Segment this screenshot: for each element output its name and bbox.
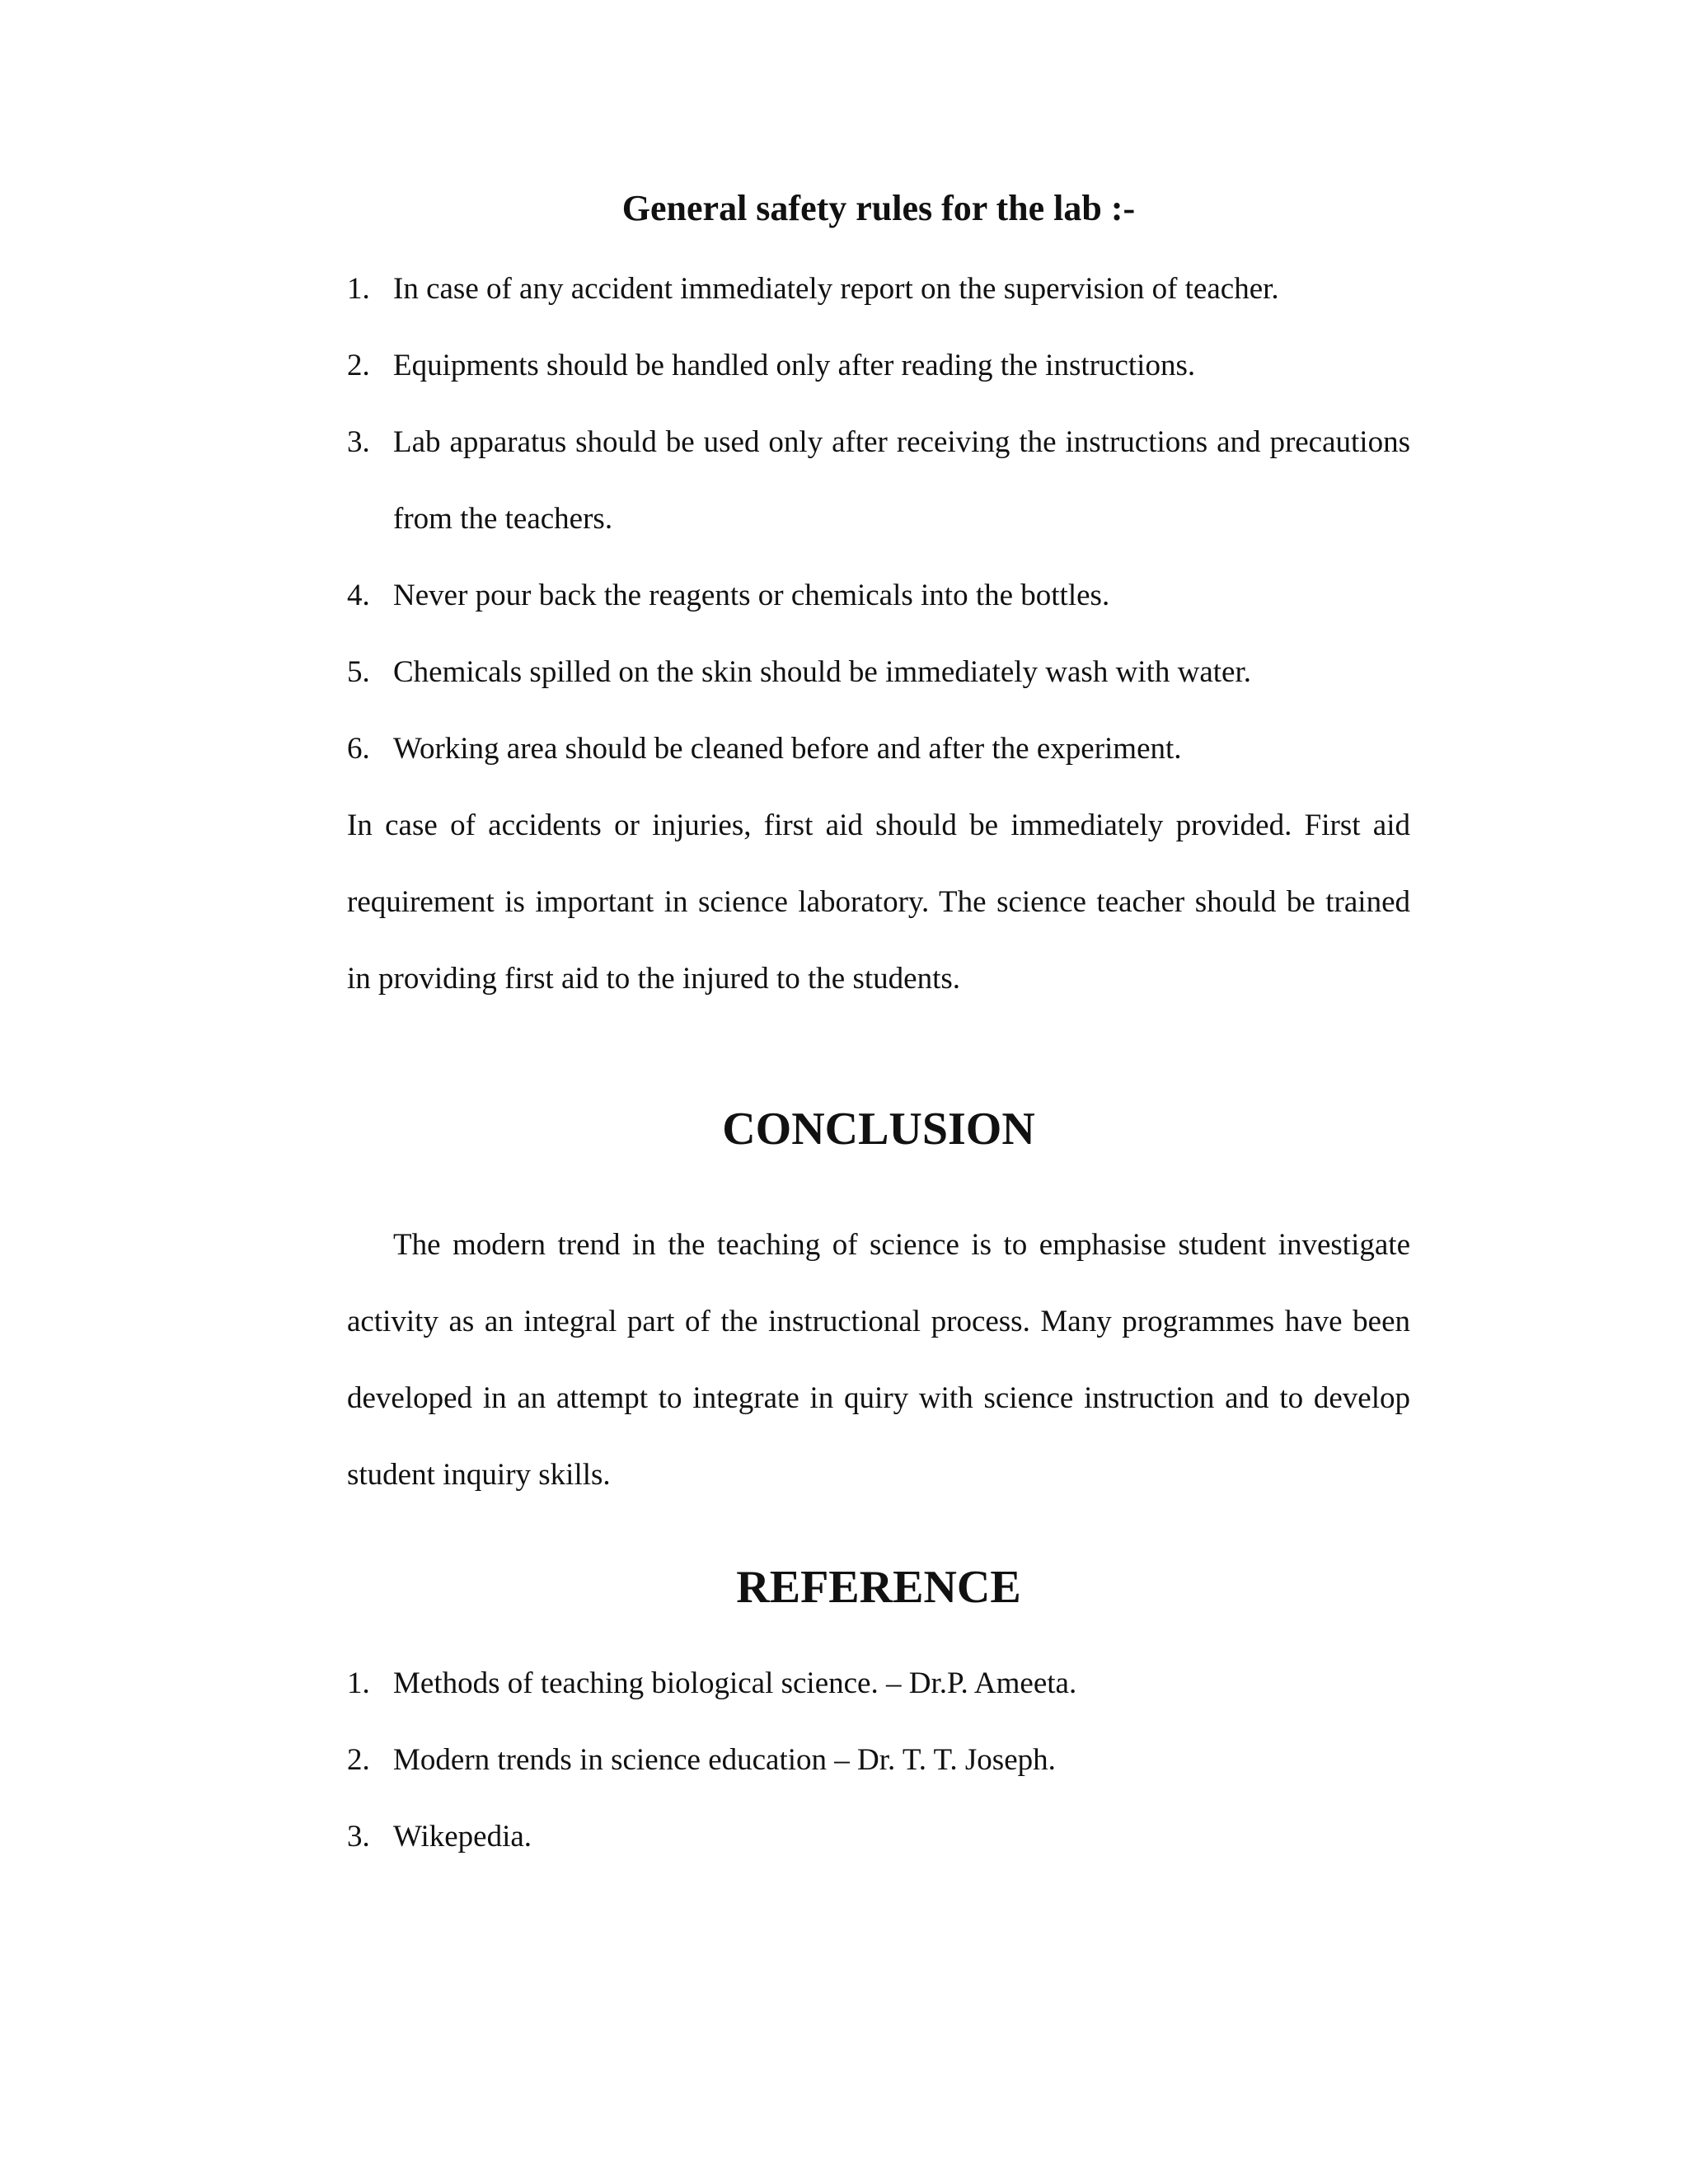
safety-rule-item bbox=[347, 710, 1410, 787]
safety-rule-item bbox=[347, 404, 1410, 557]
reference-item bbox=[347, 1645, 1410, 1722]
reference-text: Modern trends in science education – Dr. T. T. Joseph. bbox=[393, 1743, 1056, 1777]
page-content bbox=[347, 180, 1410, 1875]
safety-rule-item bbox=[347, 634, 1410, 710]
reference-number: 3. bbox=[347, 1820, 370, 1854]
safety-rule-text: Working area should be cleaned before and after the experiment. bbox=[393, 732, 1182, 766]
safety-rule-number: 5. bbox=[347, 655, 370, 689]
reference-heading: REFERENCE bbox=[736, 1562, 1021, 1613]
safety-rule-text: Lab apparatus should be used only after receiving the instructions and precautions from the teachers. bbox=[393, 425, 1410, 536]
safety-rule-item bbox=[347, 327, 1410, 404]
reference-list bbox=[347, 1645, 1410, 1875]
reference-item bbox=[347, 1798, 1410, 1875]
safety-rule-text: Chemicals spilled on the skin should be immediately wash with water. bbox=[393, 655, 1251, 689]
safety-rule-number: 4. bbox=[347, 579, 370, 612]
safety-rule-number: 6. bbox=[347, 732, 370, 766]
reference-text: Wikepedia. bbox=[393, 1820, 532, 1854]
reference-number: 1. bbox=[347, 1666, 370, 1700]
conclusion-heading: CONCLUSION bbox=[722, 1104, 1035, 1155]
safety-rules-heading: General safety rules for the lab :- bbox=[621, 188, 1136, 228]
safety-rule-text: Equipments should be handled only after reading the instructions. bbox=[393, 349, 1196, 382]
safety-rule-item bbox=[347, 557, 1410, 634]
first-aid-paragraph: In case of accidents or injuries, first aid should be immediately provided. First aid requirement is important in science laboratory. The science teacher should be trained in providing first aid to the injured to the students. bbox=[347, 808, 1410, 996]
safety-rules-list bbox=[347, 251, 1410, 787]
safety-rule-text: Never pour back the reagents or chemicals into the bottles. bbox=[393, 579, 1110, 612]
safety-rule-number: 3. bbox=[347, 425, 370, 459]
conclusion-paragraph: The modern trend in the teaching of science is to emphasise student investigate activity as an integral part of the instructional process. Many programmes have been developed in an attempt to integrate in quiry with science instruction and to develop student inquiry skills. bbox=[347, 1228, 1410, 1492]
safety-rule-text: In case of any accident immediately report on the supervision of teacher. bbox=[393, 272, 1279, 306]
safety-rule-number: 1. bbox=[347, 272, 370, 306]
reference-item bbox=[347, 1722, 1410, 1798]
safety-rule-number: 2. bbox=[347, 349, 370, 382]
reference-text: Methods of teaching biological science. – Dr.P. Ameeta. bbox=[393, 1666, 1077, 1700]
reference-number: 2. bbox=[347, 1743, 370, 1777]
safety-rule-item bbox=[347, 251, 1410, 327]
